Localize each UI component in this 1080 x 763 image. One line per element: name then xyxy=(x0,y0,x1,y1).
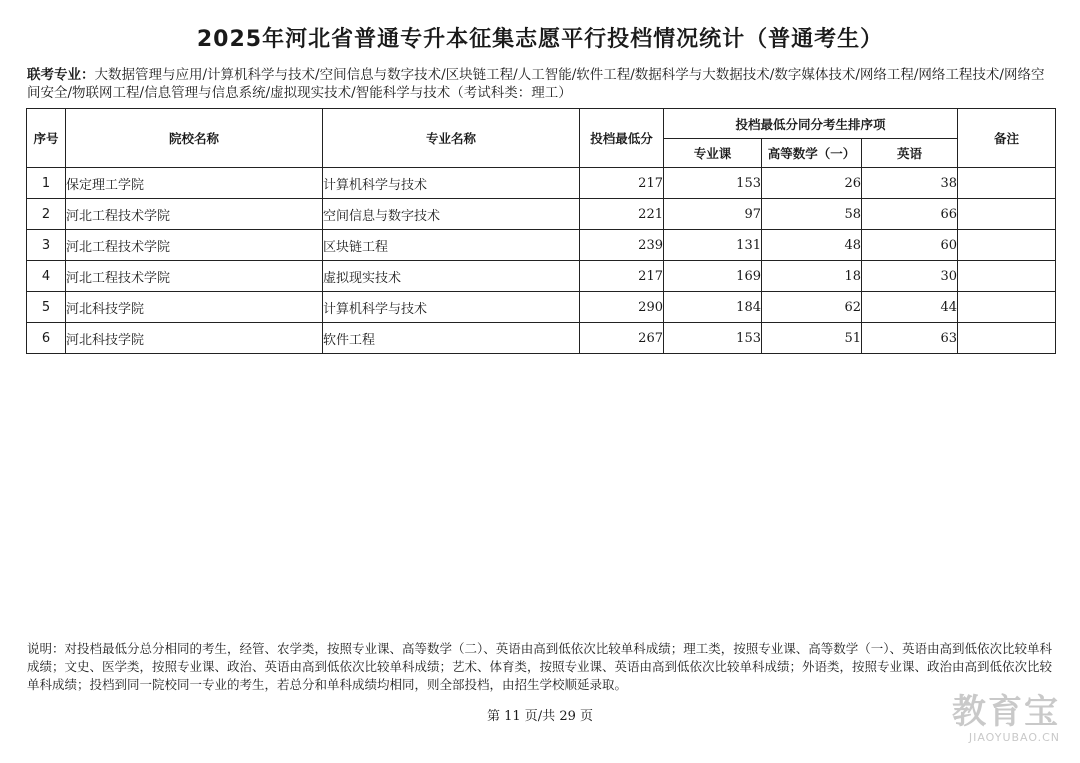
row-math: 18 xyxy=(762,261,862,292)
row-remarks xyxy=(958,168,1056,199)
row-school: 河北工程技术学院 xyxy=(66,230,323,261)
row-index: 1 xyxy=(27,168,66,199)
row-min-score: 267 xyxy=(580,323,664,354)
row-major: 区块链工程 xyxy=(323,230,580,261)
watermark-main: 教育宝 xyxy=(952,692,1060,732)
row-english: 44 xyxy=(862,292,958,323)
exam-majors-label: 联考专业： xyxy=(27,67,95,83)
row-school: 河北工程技术学院 xyxy=(66,261,323,292)
footnote: 说明：对投档最低分总分相同的考生，经管、农学类，按照专业课、高等数学（二）、英语由高到低依次比较单科成绩；理工类，按照专业课、高等数学（一）、英语由高到低依次比较单科成绩；文史、医学类，按照专业课、政治、英语由高到低依次比较单科成绩；艺术、体育类，按照专业课、英语由高到低依次比较单科成绩；外语类，按照专业课、政治由高到低依次比较单科成绩；投档到同一院校同一专业的考生，若总分和单科成绩均相同，则全部投档，由招生学校顺延录取。 xyxy=(27,641,1053,692)
row-math: 48 xyxy=(762,230,862,261)
row-major-course: 153 xyxy=(664,323,762,354)
header-index: 序号 xyxy=(27,109,66,168)
header-remarks: 备注 xyxy=(958,109,1056,168)
row-english: 66 xyxy=(862,199,958,230)
row-min-score: 217 xyxy=(580,261,664,292)
row-major: 计算机科学与技术 xyxy=(323,292,580,323)
table-row xyxy=(27,168,1056,199)
row-english: 60 xyxy=(862,230,958,261)
watermark-logo xyxy=(910,693,1060,748)
row-school: 保定理工学院 xyxy=(66,168,323,199)
table-row xyxy=(27,199,1056,230)
row-major-course: 169 xyxy=(664,261,762,292)
row-min-score: 217 xyxy=(580,168,664,199)
admission-table xyxy=(26,108,1056,354)
row-major: 空间信息与数字技术 xyxy=(323,199,580,230)
row-min-score: 239 xyxy=(580,230,664,261)
row-remarks xyxy=(958,292,1056,323)
row-english: 63 xyxy=(862,323,958,354)
row-major: 虚拟现实技术 xyxy=(323,261,580,292)
row-index: 6 xyxy=(27,323,66,354)
row-remarks xyxy=(958,199,1056,230)
exam-majors xyxy=(27,66,1057,102)
watermark-sub: JIAOYUBAO.CN xyxy=(968,731,1060,744)
row-school: 河北工程技术学院 xyxy=(66,199,323,230)
header-school: 院校名称 xyxy=(66,109,323,168)
header-english: 英语 xyxy=(862,139,958,168)
row-major-course: 184 xyxy=(664,292,762,323)
row-math: 51 xyxy=(762,323,862,354)
row-math: 62 xyxy=(762,292,862,323)
row-math: 58 xyxy=(762,199,862,230)
header-min-score: 投档最低分 xyxy=(580,109,664,168)
row-major-course: 97 xyxy=(664,199,762,230)
row-index: 3 xyxy=(27,230,66,261)
row-major-course: 153 xyxy=(664,168,762,199)
row-school: 河北科技学院 xyxy=(66,323,323,354)
row-major: 计算机科学与技术 xyxy=(323,168,580,199)
row-index: 2 xyxy=(27,199,66,230)
header-major-course: 专业课 xyxy=(664,139,762,168)
row-min-score: 290 xyxy=(580,292,664,323)
header-tiebreak-group: 投档最低分同分考生排序项 xyxy=(664,109,958,139)
row-remarks xyxy=(958,323,1056,354)
row-remarks xyxy=(958,261,1056,292)
header-major: 专业名称 xyxy=(323,109,580,168)
document-title: 2025年河北省普通专升本征集志愿平行投档情况统计（普通考生） xyxy=(196,27,884,52)
row-remarks xyxy=(958,230,1056,261)
table-row xyxy=(27,323,1056,354)
row-major: 软件工程 xyxy=(323,323,580,354)
page-indicator: 第 11 页/共 29 页 xyxy=(487,709,593,724)
table-row xyxy=(27,230,1056,261)
row-school: 河北科技学院 xyxy=(66,292,323,323)
table-row xyxy=(27,261,1056,292)
row-major-course: 131 xyxy=(664,230,762,261)
row-math: 26 xyxy=(762,168,862,199)
row-index: 4 xyxy=(27,261,66,292)
row-min-score: 221 xyxy=(580,199,664,230)
row-english: 38 xyxy=(862,168,958,199)
row-index: 5 xyxy=(27,292,66,323)
exam-majors-text: 大数据管理与应用/计算机科学与技术/空间信息与数字技术/区块链工程/人工智能/软件工程/数据科学与大数据技术/数字媒体技术/网络工程/网络工程技术/网络空间安全/物联网工程/信息管理与信息系统/虚拟现实技术/智能科学与技术（考试科类：理工） xyxy=(27,67,1045,101)
table-row xyxy=(27,292,1056,323)
row-english: 30 xyxy=(862,261,958,292)
header-math: 高等数学（一） xyxy=(762,139,862,168)
